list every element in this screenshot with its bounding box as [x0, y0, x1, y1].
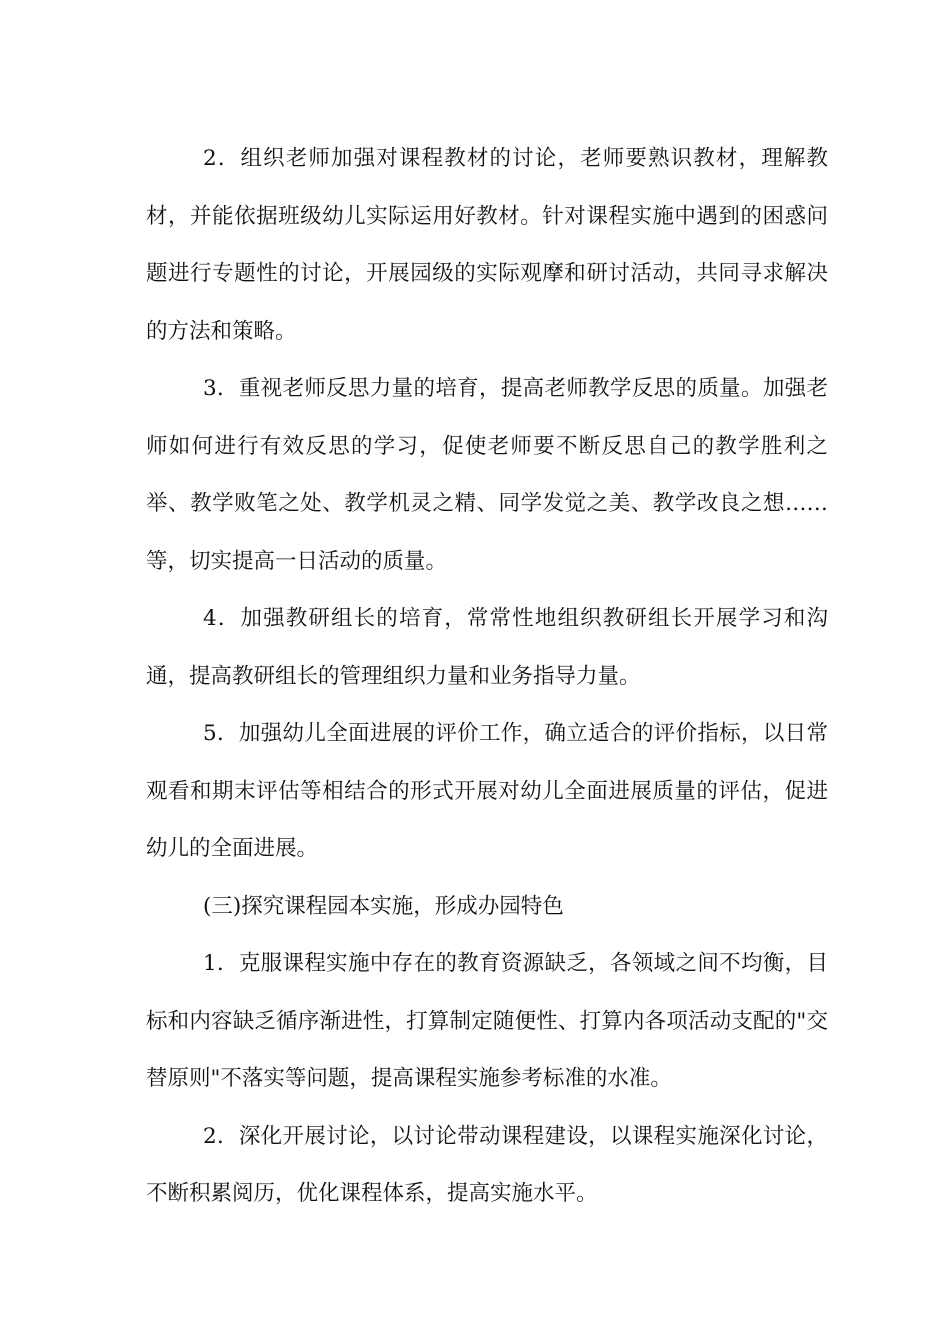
paragraph-item-3: 3．重视老师反思力量的培育，提高老师教学反思的质量。加强老师如何进行有效反思的学习，促使老师要不断反思自己的教学胜利之举、教学败笔之处、教学机灵之精、同学发觉之美、教学改良之想……等，切实提高一日活动的质量。	[146, 376, 828, 574]
paragraph-item-4: 4．加强教研组长的培育，常常性地组织教研组长开展学习和沟通，提高教研组长的管理组织力量和业务指导力量。	[146, 606, 828, 689]
document-body	[146, 130, 828, 1223]
section-paragraph-1: 1．克服课程实施中存在的教育资源缺乏，各领域之间不均衡，目标和内容缺乏循序渐进性，打算制定随便性、打算内各项活动支配的"交替原则"不落实等问题，提高课程实施参考标准的水准。	[146, 951, 828, 1091]
section-heading: (三)探究课程园本实施，形成办园特色	[203, 893, 564, 919]
paragraph-item-5: 5．加强幼儿全面进展的评价工作，确立适合的评价指标，以日常观看和期末评估等相结合的形式开展对幼儿全面进展质量的评估，促进幼儿的全面进展。	[146, 721, 828, 861]
paragraph-item-2: 2．组织老师加强对课程教材的讨论，老师要熟识教材，理解教材，并能依据班级幼儿实际运用好教材。针对课程实施中遇到的困惑问题进行专题性的讨论，开展园级的实际观摩和研讨活动，共同寻求解决的方法和策略。	[146, 146, 828, 344]
section-paragraph-2: 2．深化开展讨论，以讨论带动课程建设，以课程实施深化讨论，不断积累阅历，优化课程体系，提高实施水平。	[146, 1123, 828, 1206]
